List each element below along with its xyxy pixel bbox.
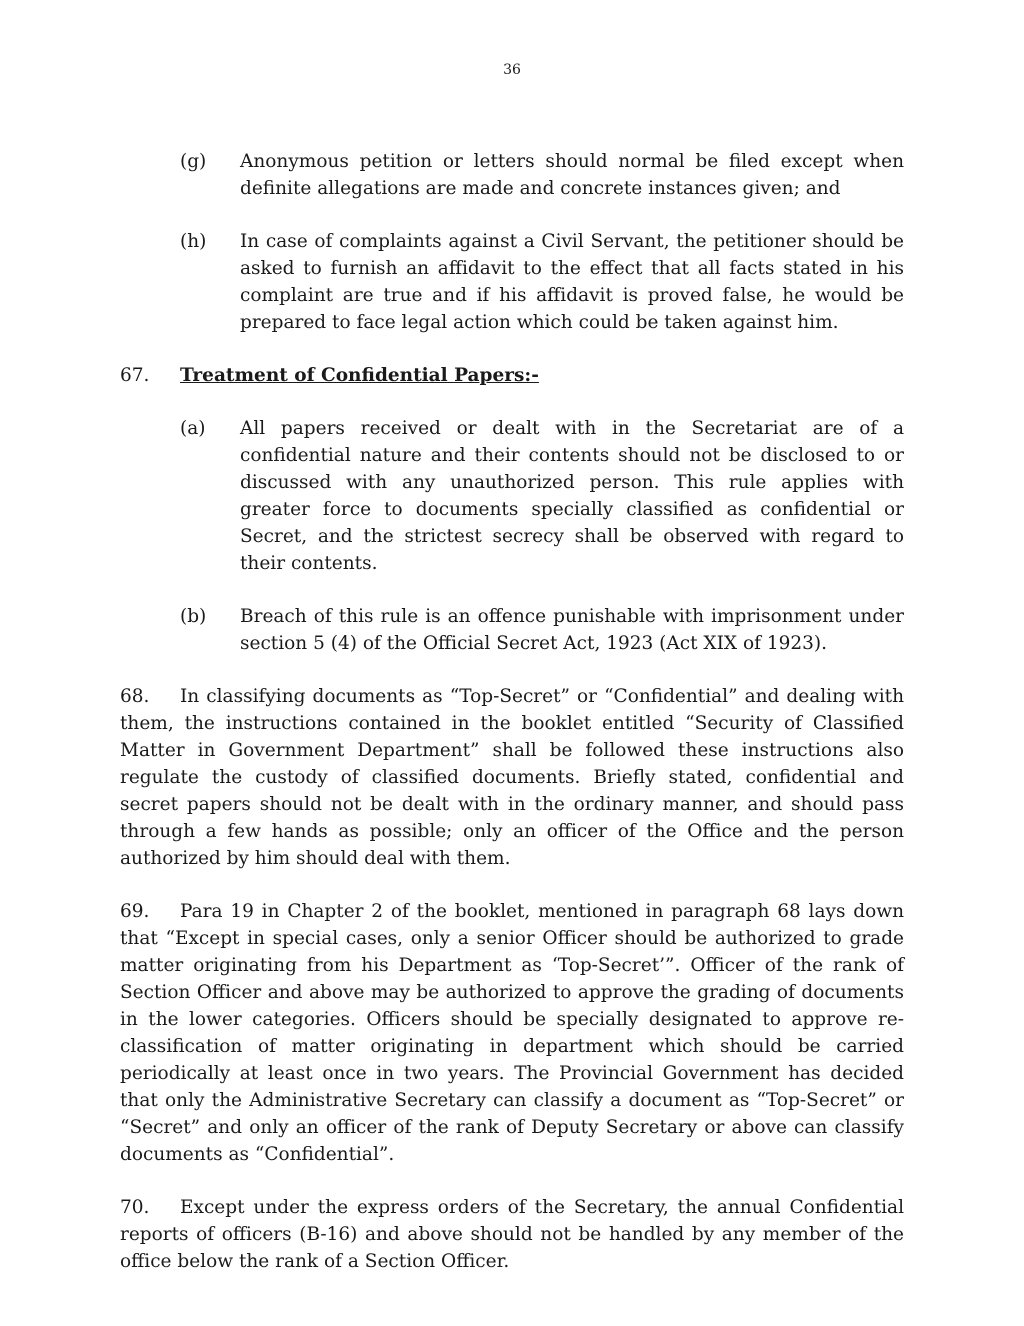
paragraph-number: 70. xyxy=(120,1197,150,1218)
paragraph-text: Para 19 in Chapter 2 of the booklet, mentioned in paragraph 68 lays down that “Except in special cases, only a senior Officer should be authorized to grade matter originating from his Department as ‘Top-Secret’”. Officer of the rank of Section Officer and above may be authorized to approve the grading of documents in the lower categories. Officers should be specially designated to approve re-classification of matter originating in department which should be carried periodically at least once in two years. The Provincial Government has decided that only the Administrative Secretary can classify a document as “Top-Secret” or “Secret” and only an officer of the rank of Deputy Secretary or above can classify documents as “Confidential”. xyxy=(120,901,904,1165)
item-label: (h) xyxy=(180,231,207,252)
document-body xyxy=(120,148,904,1275)
item-text: Breach of this rule is an offence punishable with imprisonment under section 5 (4) of the Official Secret Act, 1923 (Act XIX of 1923). xyxy=(240,606,904,654)
item-text: Anonymous petition or letters should normal be filed except when definite allegations are made and concrete instances given; and xyxy=(240,151,904,199)
paragraph-number: 69. xyxy=(120,901,150,922)
paragraph-text: Except under the express orders of the Secretary, the annual Confidential reports of officers (B-16) and above should not be handled by any member of the office below the rank of a Section Officer. xyxy=(120,1197,904,1272)
item-text: All papers received or dealt with in the Secretariat are of a confidential nature and their contents should not be disclosed to or discussed with any unauthorized person. This rule applies with greater force to documents specially classified as confidential or Secret, and the strictest secrecy shall be observed with regard to their contents. xyxy=(240,418,904,574)
section-67-heading xyxy=(120,362,904,389)
paragraph-69 xyxy=(120,898,904,1168)
paragraph-68 xyxy=(120,683,904,872)
section-title: Treatment of Confidential Papers:- xyxy=(180,365,539,386)
paragraph-number: 68. xyxy=(120,686,150,707)
paragraph-text: In classifying documents as “Top-Secret” or “Confidential” and dealing with them, the instructions contained in the booklet entitled “Security of Classified Matter in Government Department” shall be followed these instructions also regulate the custody of classified documents. Briefly stated, confidential and secret papers should not be dealt with in the ordinary manner, and should pass through a few hands as possible; only an officer of the Office and the person authorized by him should deal with them. xyxy=(120,686,904,869)
item-text: In case of complaints against a Civil Servant, the petitioner should be asked to furnish an affidavit to the effect that all facts stated in his complaint are true and if his affidavit is proved false, he would be prepared to face legal action which could be taken against him. xyxy=(240,231,904,333)
page-number: 36 xyxy=(503,62,521,78)
item-label: (g) xyxy=(180,151,207,172)
item-label: (a) xyxy=(180,418,206,439)
list-item-h xyxy=(180,228,904,336)
list-item-b xyxy=(180,603,904,657)
list-item-a xyxy=(180,415,904,577)
paragraph-70 xyxy=(120,1194,904,1275)
item-label: (b) xyxy=(180,606,207,627)
section-number: 67. xyxy=(120,365,150,386)
list-item-g xyxy=(180,148,904,202)
